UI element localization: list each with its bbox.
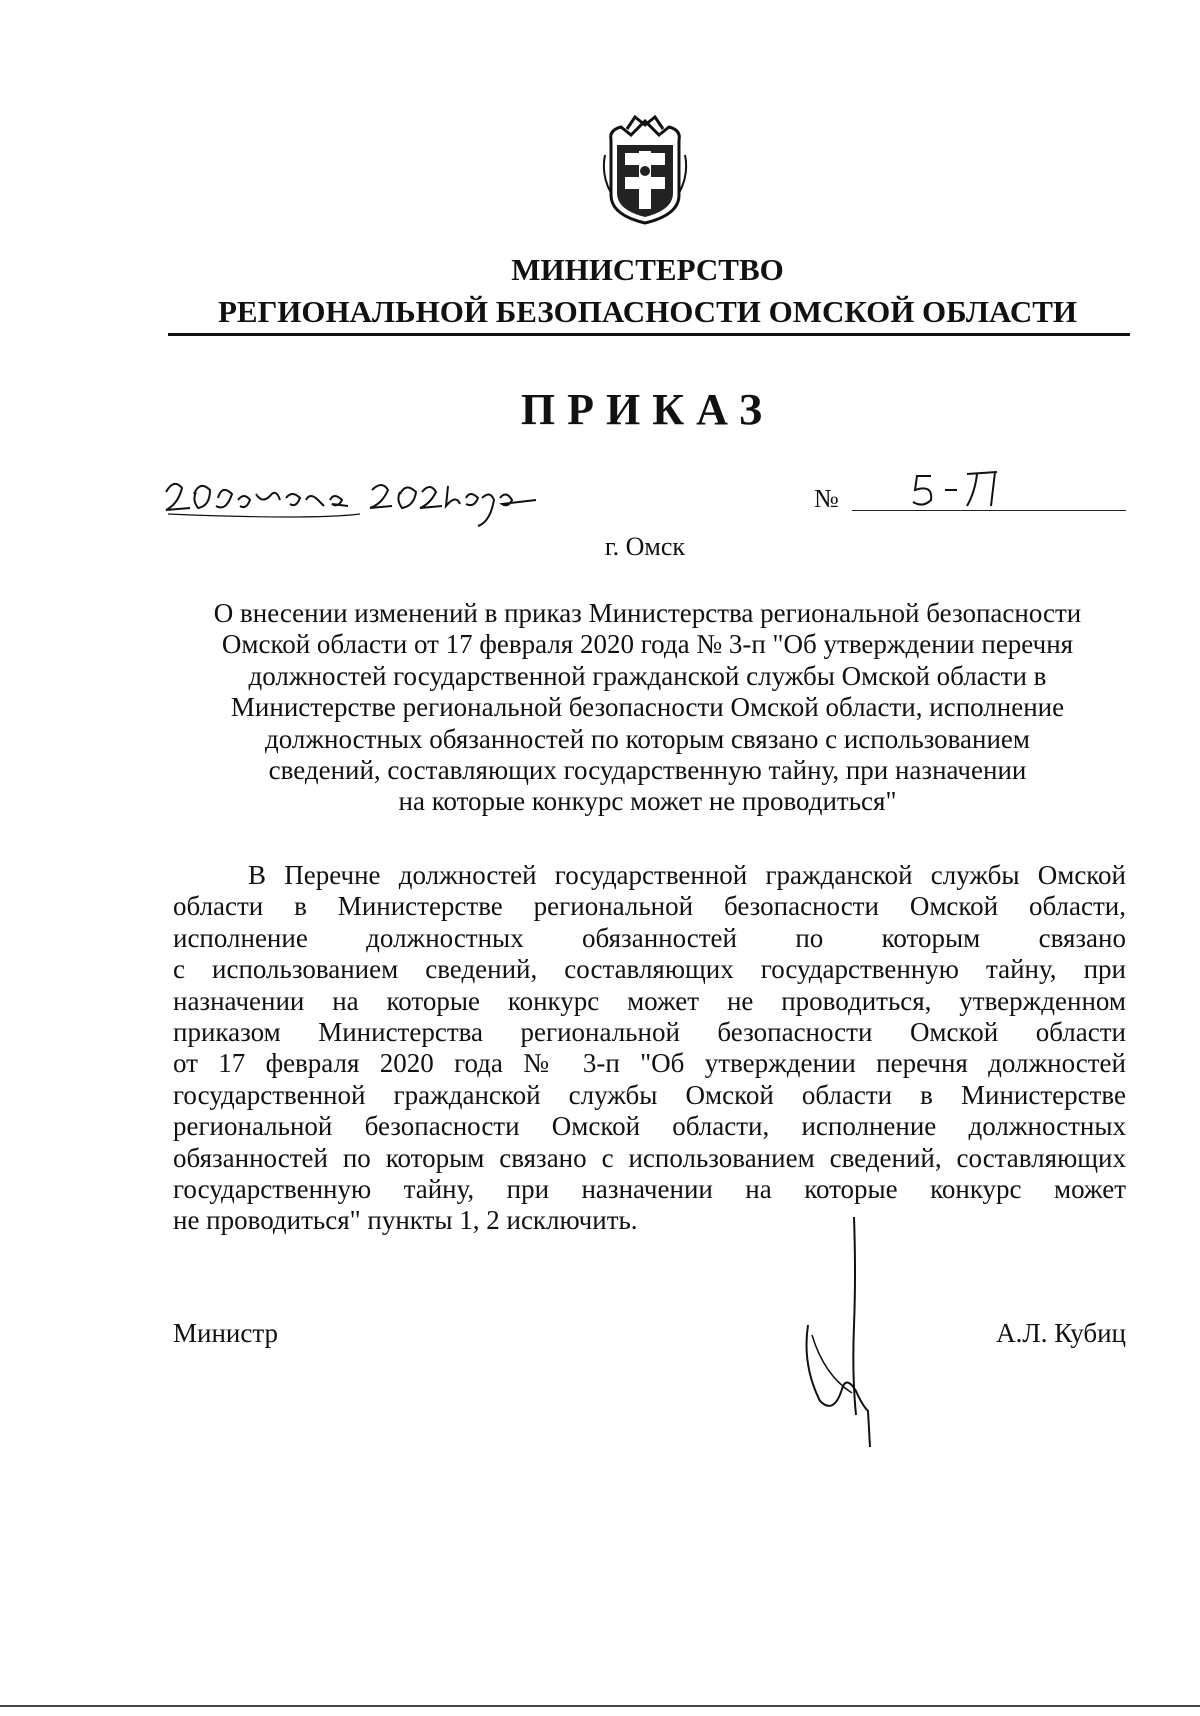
handwritten-signature [790, 1215, 900, 1455]
order-body-paragraph [173, 860, 1126, 1237]
subject-line: должностей государственной гражданской службы Омской области в [248, 660, 1047, 691]
order-subject [165, 598, 1130, 818]
signer-name: А.Л. Кубиц [996, 1318, 1126, 1348]
body-line: не проводиться" пункты 1, 2 исключить. [173, 1205, 638, 1236]
body-line: назначении на которые конкурс может не проводиться, утвержденном [173, 985, 1126, 1016]
ministry-name-line2: РЕГИОНАЛЬНОЙ БЕЗОПАСНОСТИ ОМСКОЙ ОБЛАСТИ [217, 294, 1078, 329]
body-line: от 17 февраля 2020 года № 3-п "Об утверждении перечня должностей [173, 1048, 1126, 1079]
page-bottom-rule [0, 1705, 1200, 1707]
handwritten-order-number [905, 466, 1015, 516]
body-line: региональной безопасности Омской области, исполнение должностных [173, 1111, 1126, 1142]
order-title: ПРИКАЗ [520, 385, 775, 434]
subject-line: на которые конкурс может не проводиться" [398, 786, 897, 817]
subject-line: сведений, составляющих государственную тайну, при назначении [268, 755, 1027, 786]
subject-line: Министерстве региональной безопасности Омской области, исполнение [230, 692, 1065, 723]
ministry-name-line1: МИНИСТЕРСТВО [511, 252, 784, 287]
body-line: обязанностей по которым связано с использованием сведений, составляющих [173, 1142, 1126, 1173]
signer-position: Министр [173, 1318, 278, 1348]
body-line: области в Министерстве региональной безопасности Омской области, [173, 891, 1126, 922]
omsk-coat-of-arms-icon [601, 115, 689, 225]
subject-line: должностных обязанностей по которым связано с использованием [265, 723, 1030, 754]
body-line: В Перечне должностей государственной гражданской службы Омской [248, 860, 1126, 890]
subject-line: Омской области от 17 февраля 2020 года № 3-п "Об утверждении перечня [221, 629, 1074, 660]
order-city: г. Омск [604, 532, 686, 561]
order-number-label: № [814, 484, 839, 513]
body-line: государственной гражданской службы Омской области в Министерстве [173, 1079, 1126, 1110]
header-rule [168, 333, 1130, 336]
body-line: исполнение должностных обязанностей по которым связано [173, 922, 1126, 953]
body-line: приказом Министерства региональной безопасности Омской области [173, 1017, 1126, 1048]
handwritten-date [160, 470, 540, 530]
body-line: государственную тайну, при назначении на которые конкурс может [173, 1174, 1126, 1205]
body-line: с использованием сведений, составляющих государственную тайну, при [173, 954, 1126, 985]
subject-line: О внесении изменений в приказ Министерства региональной безопасности [213, 598, 1082, 628]
